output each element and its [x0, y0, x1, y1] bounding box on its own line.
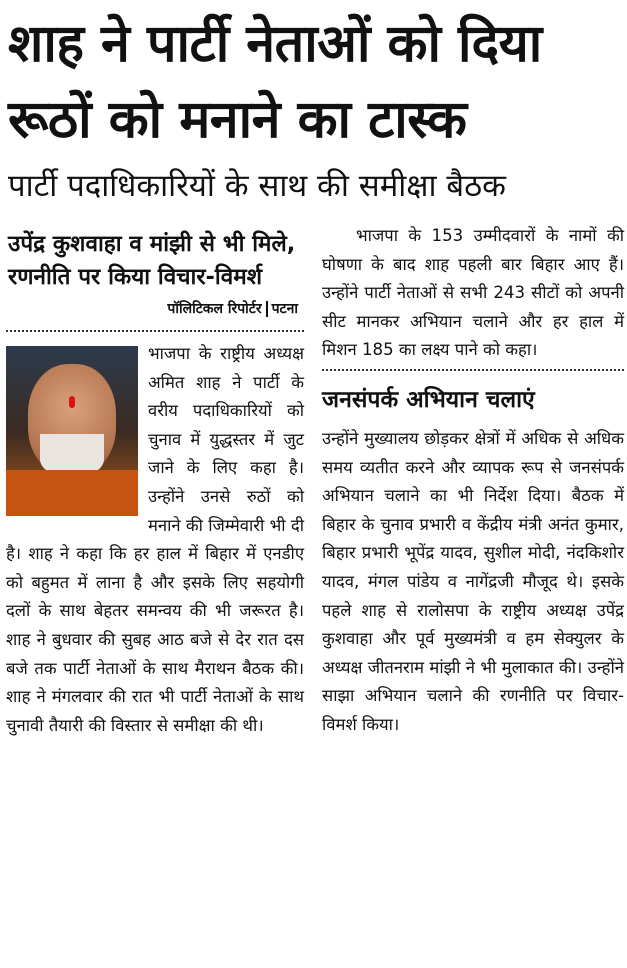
- byline-reporter: पॉलिटिकल रिपोर्टर: [167, 301, 262, 317]
- kicker: उपेंद्र कुशवाहा व मांझी से भी मिले, रणनीति पर किया विचार-विमर्श: [8, 231, 296, 290]
- left-column: [6, 222, 304, 740]
- byline-place: पटना: [271, 301, 298, 317]
- section-heading: जनसंपर्क अभियान चलाएं: [322, 386, 535, 413]
- section-divider: [322, 369, 624, 371]
- byline: [6, 298, 304, 320]
- right-column: [322, 222, 624, 740]
- left-para-1: भाजपा के राष्ट्रीय अध्यक्ष अमित शाह ने पार्टी के वरीय पदाधिकारियों को चुनाव में युद्धस्तर में जुट जाने के लिए कहा है। उन्होंने उनसे रुठों को मनाने की जिम्मेवारी भी दी है। शाह ने कहा कि हर हाल में बिहार में एनडीए को बहुमत में लाना है और इसके लिए सहयोगी दलों के साथ बेहतर समन्वय की भी जरूरत है। शाह ने बुधवार की सुबह आठ बजे से देर रात दस बजे तक पार्टी नेताओं के साथ मैराथन बैठक की। शाह ने मंगलवार की रात भी पार्टी नेताओं के साथ चुनावी तैयारी की विस्तार से समीक्षा की थी।: [6, 344, 304, 735]
- dotted-divider: [6, 330, 304, 332]
- portrait-photo: [6, 346, 138, 516]
- right-para-1: भाजपा के 153 उम्मीदवारों के नामों की घोषणा के बाद शाह पहली बार बिहार आए हैं। उन्होंने पार्टी नेताओं से सभी 243 सीटों को अपनी सीट मानकर अभियान चलाने और हर हाल में मिशन 185 का लक्ष्य पाने को कहा।: [322, 226, 624, 360]
- subheadline: पार्टी पदाधिकारियों के साथ की समीक्षा बैठक: [8, 168, 506, 204]
- headline: शाह ने पार्टी नेताओं को दिया रूठों को मनाने का टास्क: [8, 14, 542, 150]
- byline-divider: [266, 301, 268, 317]
- left-body-text: [6, 340, 304, 740]
- right-para-2: उन्होंने मुख्यालय छोड़कर क्षेत्रों में अधिक से अधिक समय व्यतीत करने और व्यापक रूप से जनसंपर्क अभियान चलाने का भी निर्देश दिया। बैठक में बिहार के चुनाव प्रभारी व केंद्रीय मंत्री अनंत कुमार, बिहार प्रभारी भूपेंद्र यादव, सुशील मोदी, नंदकिशोर यादव, मंगल पांडेय व नागेंद्रजी मौजूद थे। इसके पहले शाह से रालोसपा के राष्ट्रीय अध्यक्ष उपेंद्र कुशवाहा और पूर्व मुख्यमंत्री व हम सेक्युलर के अध्यक्ष जीतनराम मांझी ने भी मुलाकात की। उन्होंने साझा अभियान चलाने की रणनीति पर विचार-विमर्श किया।: [322, 428, 624, 734]
- tilak-mark: [69, 396, 75, 408]
- shawl-shape: [6, 470, 138, 516]
